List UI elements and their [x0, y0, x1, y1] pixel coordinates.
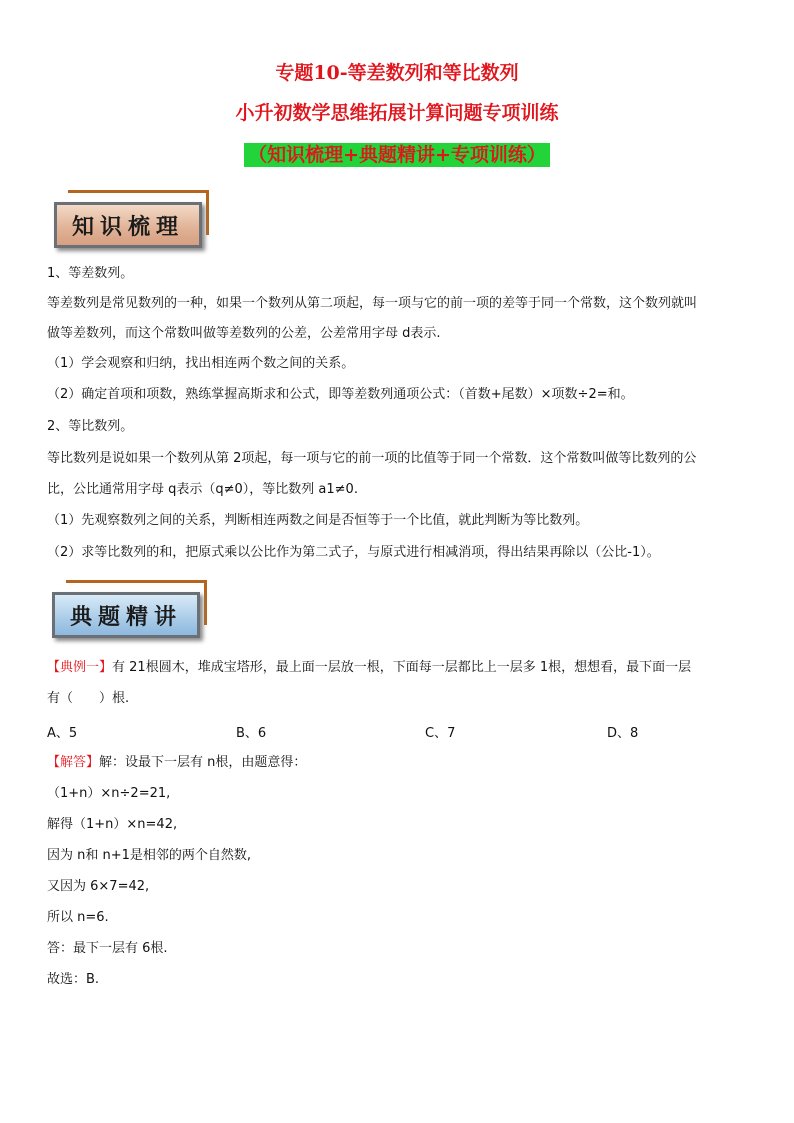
answer-tag: 【解答】 [47, 755, 100, 770]
knowledge-line: （2）求等比数列的和，把原式乘以公比作为第二式子，与原式进行相减消项，得出结果再除以（公比-1）。 [47, 545, 660, 560]
knowledge-line: 做等差数列，而这个常数叫做等差数列的公差，公差常用字母 d表示. [47, 326, 441, 341]
solution-step: （1+n）×n÷2=21, [47, 786, 171, 801]
examples-banner-label: 典题精讲 [52, 592, 200, 638]
solution-step: 所以 n=6. [47, 910, 109, 925]
knowledge-line: 等比数列是说如果一个数列从第 2项起，每一项与它的前一项的比值等于同一个常数．这个常数叫做等比数列的公 [47, 451, 697, 466]
page-subtitle: 小升初数学思维拓展计算问题专项训练 [235, 102, 559, 124]
example-text: 有 21根圆木，堆成宝塔形，最上面一层放一根，下面每一层都比上一层多 1根，想想看，最下面一层 [112, 660, 692, 675]
solution-step: 故选：B. [47, 972, 100, 987]
solution-step: 解得（1+n）×n=42, [47, 817, 178, 832]
answer-text: 解：设最下一层有 n根，由题意得： [99, 755, 307, 770]
option-d: D、8 [607, 726, 639, 741]
page-title: 专题10-等差数列和等比数列 [275, 62, 519, 84]
example-question [47, 659, 752, 677]
page-tagline [0, 140, 794, 167]
knowledge-line: 1、等差数列。 [47, 266, 134, 281]
examples-banner [52, 580, 212, 636]
solution-step: 又因为 6×7=42, [47, 879, 150, 894]
option-a: A、5 [47, 726, 78, 741]
tagline-highlight: （知识梳理+典题精讲+专项训练） [244, 143, 550, 167]
option-b: B、6 [236, 726, 267, 741]
answer-line [47, 754, 752, 772]
solution-step: 因为 n和 n+1是相邻的两个自然数, [47, 848, 252, 863]
knowledge-banner-label: 知识梳理 [54, 202, 202, 248]
knowledge-line: 比，公比通常用字母 q表示（q≠0），等比数列 a1≠0. [47, 482, 358, 497]
knowledge-line: 2、等比数列。 [47, 419, 134, 434]
knowledge-line: （2）确定首项和项数，熟练掌握高斯求和公式，即等差数列通项公式：（首数+尾数）×项数÷2=和。 [47, 387, 634, 402]
example-tag: 【典例一】 [47, 660, 113, 675]
knowledge-banner [54, 190, 214, 246]
knowledge-line: （1）先观察数列之间的关系，判断相连两数之间是否恒等于一个比值，就此判断为等比数列。 [47, 513, 589, 528]
option-c: C、7 [425, 726, 456, 741]
knowledge-line: （1）学会观察和归纳，找出相连两个数之间的关系。 [47, 356, 355, 371]
knowledge-line: 等差数列是常见数列的一种，如果一个数列从第二项起，每一项与它的前一项的差等于同一个常数，这个数列就叫 [47, 296, 698, 311]
solution-step: 答：最下一层有 6根. [47, 941, 168, 956]
example-question-cont: 有（ ）根. [47, 691, 130, 706]
